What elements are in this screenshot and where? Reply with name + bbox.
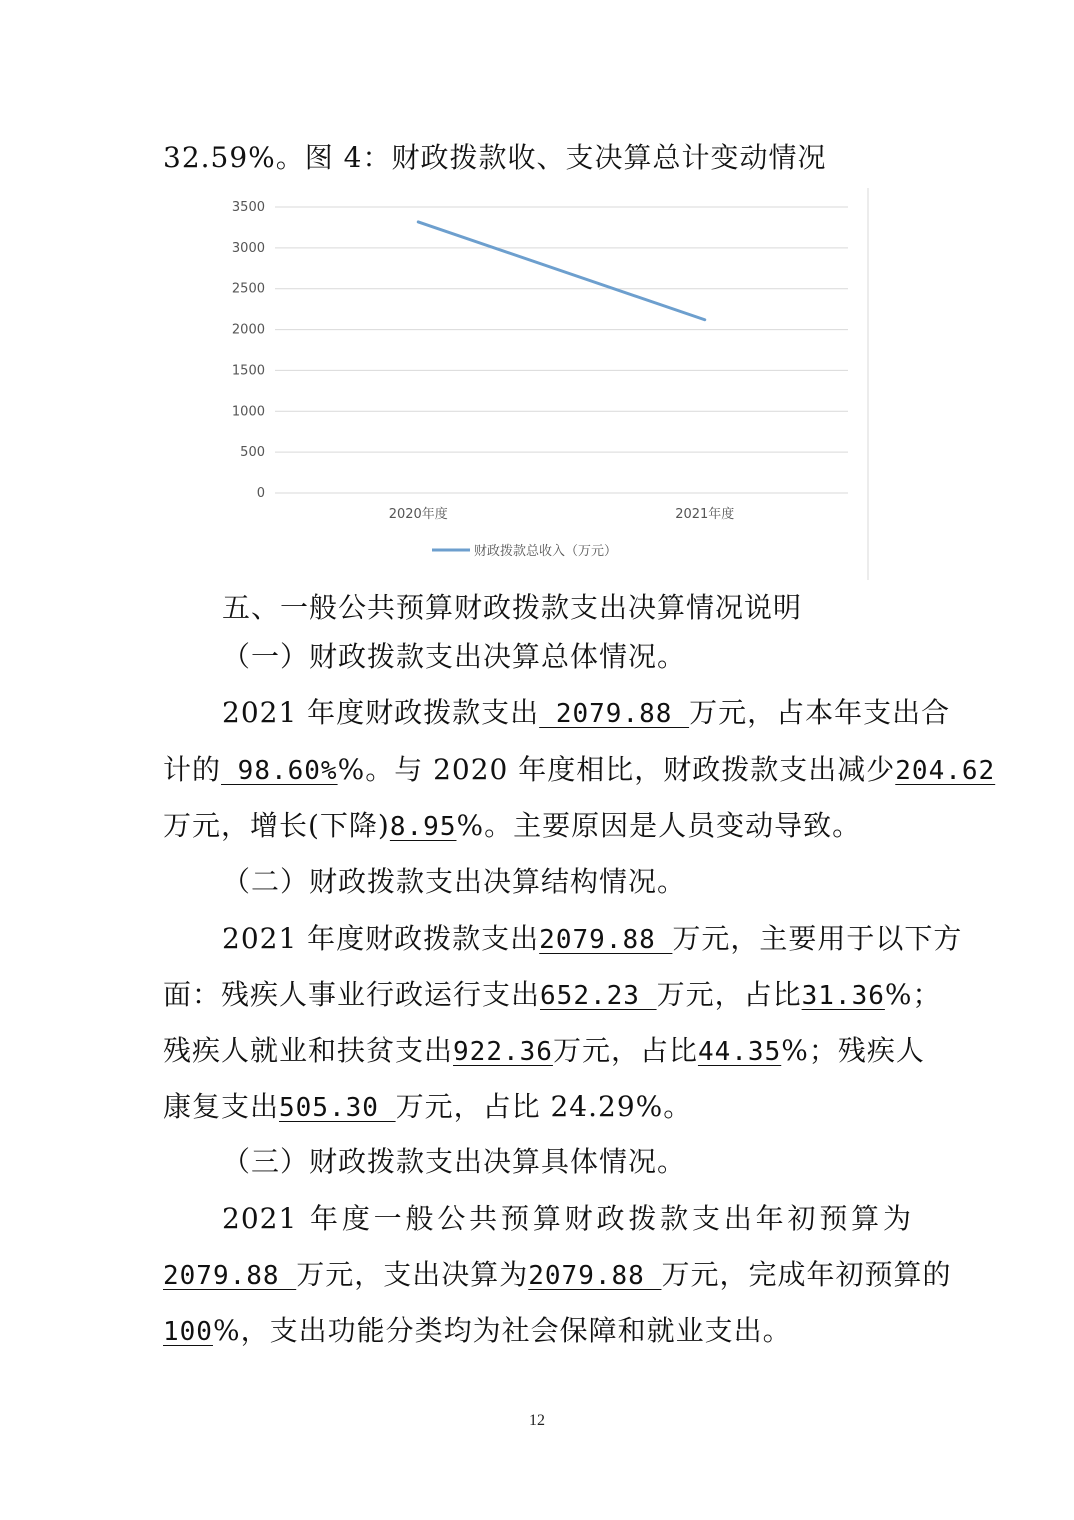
figure-caption-line: 32.59%。图 4：财政拨款收、支决算总计变动情况 — [163, 141, 827, 174]
para2-line4: 康复支出505.30 万元，占比 24.29%。 — [163, 1090, 693, 1123]
chart-svg — [200, 188, 872, 580]
y-tick-label: 2500 — [231, 281, 265, 297]
y-tick-label: 3000 — [231, 240, 265, 256]
y-tick-label: 1500 — [231, 363, 265, 379]
subheading-structure: （二）财政拨款支出决算结构情况。 — [222, 865, 687, 898]
y-tick-label: 0 — [256, 486, 265, 501]
y-tick-label: 1000 — [231, 404, 265, 420]
para1-line3: 万元，增长(下降)8.95%。主要原因是人员变动导致。 — [163, 809, 862, 842]
para2-line2: 面：残疾人事业行政运行支出652.23 万元，占比31.36%； — [163, 978, 942, 1011]
subheading-detail: （三）财政拨款支出决算具体情况。 — [222, 1145, 687, 1178]
para2-line3: 残疾人就业和扶贫支出922.36万元，占比44.35%；残疾人 — [163, 1034, 925, 1067]
y-tick-label: 2000 — [231, 322, 265, 338]
para1-line1: 2021 年度财政拨款支出 2079.88 万元，占本年支出合 — [222, 696, 951, 729]
y-tick-label: 3500 — [231, 200, 265, 215]
y-tick-label: 500 — [240, 445, 265, 461]
series-line — [418, 222, 705, 320]
para1-line2: 计的 98.60%%。与 2020 年度相比，财政拨款支出减少204.62 — [163, 753, 996, 786]
line-chart — [200, 188, 872, 580]
legend-label: 财政拨款总收入（万元） — [474, 544, 618, 559]
para3-line1: 2021 年度一般公共预算财政拨款支出年初预算为 — [222, 1202, 912, 1235]
para3-line2: 2079.88 万元，支出决算为2079.88 万元，完成年初预算的 — [163, 1258, 952, 1291]
para2-line1: 2021 年度财政拨款支出2079.88 万元，主要用于以下方 — [222, 922, 963, 955]
page-number: 12 — [529, 1412, 545, 1429]
x-tick-label: 2021年度 — [675, 507, 735, 522]
para3-line3: 100%，支出功能分类均为社会保障和就业支出。 — [163, 1314, 792, 1347]
section-heading: 五、一般公共预算财政拨款支出决算情况说明 — [222, 591, 803, 624]
x-tick-label: 2020年度 — [388, 507, 448, 522]
subheading-overall: （一）财政拨款支出决算总体情况。 — [222, 640, 687, 673]
